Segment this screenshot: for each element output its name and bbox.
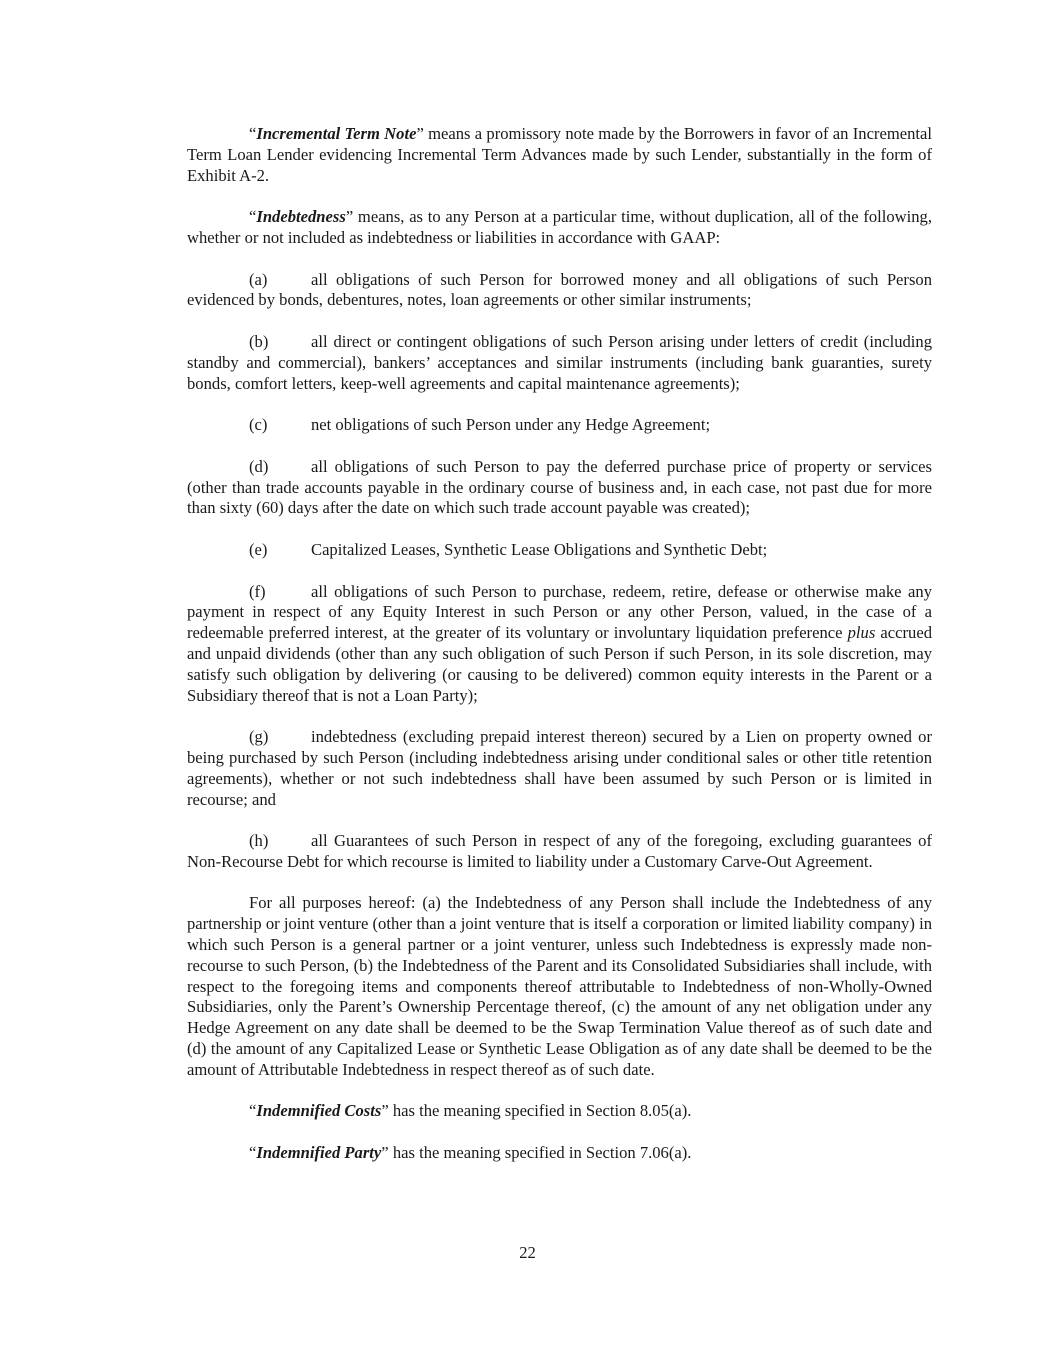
open-quote: “ bbox=[249, 1101, 257, 1121]
item-text: all obligations of such Person for borrowed money and all obligations of such Person evidenced by bonds, debentures, notes, loan agreements or other similar instruments; bbox=[187, 269, 932, 310]
for-all-purposes-paragraph: For all purposes hereof: (a) the Indebtedness of any Person shall include the Indebtedness of any partnership or joint venture (other than a joint venture that is itself a corporation or limited liability company) in which such Person is a general partner or a joint venturer, unless such Indebtedness is expressly made non-recourse to such Person, (b) the Indebtedness of the Parent and its Consolidated Subsidiaries shall include, with respect to the foregoing items and components thereof attributable to Indebtedness of non-Wholly-Owned Subsidiaries, only the Parent’s Ownership Percentage thereof, (c) the amount of any net obligation under any Hedge Agreement on any date shall be deemed to be the Swap Termination Value thereof as of such date and (d) the amount of any Capitalized Lease or Synthetic Lease Obligation as of any date shall be deemed to be the amount of Attributable Indebtedness in respect thereof as of such date. bbox=[187, 893, 932, 1079]
indebtedness-item-c bbox=[187, 415, 932, 436]
definition-text: has the meaning specified in Section 7.06(a). bbox=[388, 1143, 692, 1163]
indebtedness-item-h bbox=[187, 831, 932, 873]
definition-text: means a promissory note made by the Borrowers in favor of an Incremental Term Loan Lender evidencing Incremental Term Advances made by such Lender, substantially in the form of Exhibit A-2. bbox=[187, 124, 932, 185]
item-text: all Guarantees of such Person in respect of any of the foregoing, excluding guarantees of Non-Recourse Debt for which recourse is limited to liability under a Customary Carve-Out Agreement. bbox=[187, 831, 932, 871]
item-label: (f) bbox=[249, 581, 266, 601]
close-quote: ” bbox=[381, 1101, 389, 1121]
item-label: (h) bbox=[249, 831, 269, 851]
item-label: (e) bbox=[249, 539, 268, 559]
defined-term: Incremental Term Note bbox=[256, 124, 417, 143]
italic-plus: plus bbox=[847, 623, 876, 643]
open-quote: “ bbox=[249, 124, 257, 143]
item-text-before: all obligations of such Person to purchase, redeem, retire, defease or otherwise make any payment in respect of any Equity Interest in such Person or any other Person, valued, in the case of a redeemable preferred interest, at the greater of its voluntary or involuntary liquidation preference bbox=[187, 581, 932, 643]
close-quote: ” bbox=[416, 124, 424, 143]
definition-indebtedness bbox=[187, 207, 932, 249]
close-quote: ” bbox=[381, 1143, 389, 1163]
indebtedness-item-a bbox=[187, 270, 932, 312]
defined-term: Indemnified Party bbox=[256, 1143, 382, 1163]
close-quote: ” bbox=[345, 207, 354, 227]
item-label: (b) bbox=[249, 331, 269, 351]
indebtedness-item-d bbox=[187, 457, 932, 519]
item-text: indebtedness (excluding prepaid interest thereon) secured by a Lien on property owned or being purchased by such Person (including indebtedness arising under conditional sales or other title retention agreements), whether or not such indebtedness shall have been assumed by such Person or is limited in recourse; and bbox=[187, 727, 932, 809]
indebtedness-item-b bbox=[187, 332, 932, 394]
page-number: 22 bbox=[519, 1243, 536, 1262]
item-label: (g) bbox=[249, 727, 269, 747]
defined-term: Indemnified Costs bbox=[256, 1101, 382, 1121]
document-page bbox=[187, 124, 932, 1164]
item-text: net obligations of such Person under any Hedge Agreement; bbox=[311, 415, 711, 435]
item-text: Capitalized Leases, Synthetic Lease Obligations and Synthetic Debt; bbox=[311, 539, 768, 559]
definition-incremental-term-note bbox=[187, 124, 932, 186]
item-label: (a) bbox=[249, 269, 268, 289]
open-quote: “ bbox=[249, 207, 257, 227]
item-label: (d) bbox=[249, 456, 269, 476]
indebtedness-item-g bbox=[187, 727, 932, 810]
item-text: all obligations of such Person to pay the deferred purchase price of property or services (other than trade accounts payable in the ordinary course of business and, in each case, not past due for more than sixty (60) days after the date on which such trade account payable was created); bbox=[187, 456, 932, 518]
item-text-after: accrued and unpaid dividends (other than any such obligation of such Person if such Person, in its sole discretion, may satisfy such obligation by delivering (or causing to be delivered) common equity interests in the Parent or a Subsidiary thereof that is not a Loan Party); bbox=[187, 623, 932, 705]
open-quote: “ bbox=[249, 1143, 257, 1163]
item-label: (c) bbox=[249, 415, 268, 435]
indebtedness-item-e bbox=[187, 540, 932, 561]
definition-text: has the meaning specified in Section 8.05(a). bbox=[388, 1101, 692, 1121]
item-text: all direct or contingent obligations of such Person arising under letters of credit (including standby and commercial), bankers’ acceptances and similar instruments (including bank guaranties, surety bonds, comfort letters, keep-well agreements and capital maintenance agreements); bbox=[187, 331, 932, 393]
definition-text: means, as to any Person at a particular time, without duplication, all of the following, whether or not included as indebtedness or liabilities in accordance with GAAP: bbox=[187, 207, 932, 247]
definition-indemnified-costs bbox=[187, 1101, 932, 1122]
defined-term: Indebtedness bbox=[256, 207, 346, 227]
definition-indemnified-party bbox=[187, 1143, 932, 1164]
indebtedness-item-f bbox=[187, 582, 932, 707]
